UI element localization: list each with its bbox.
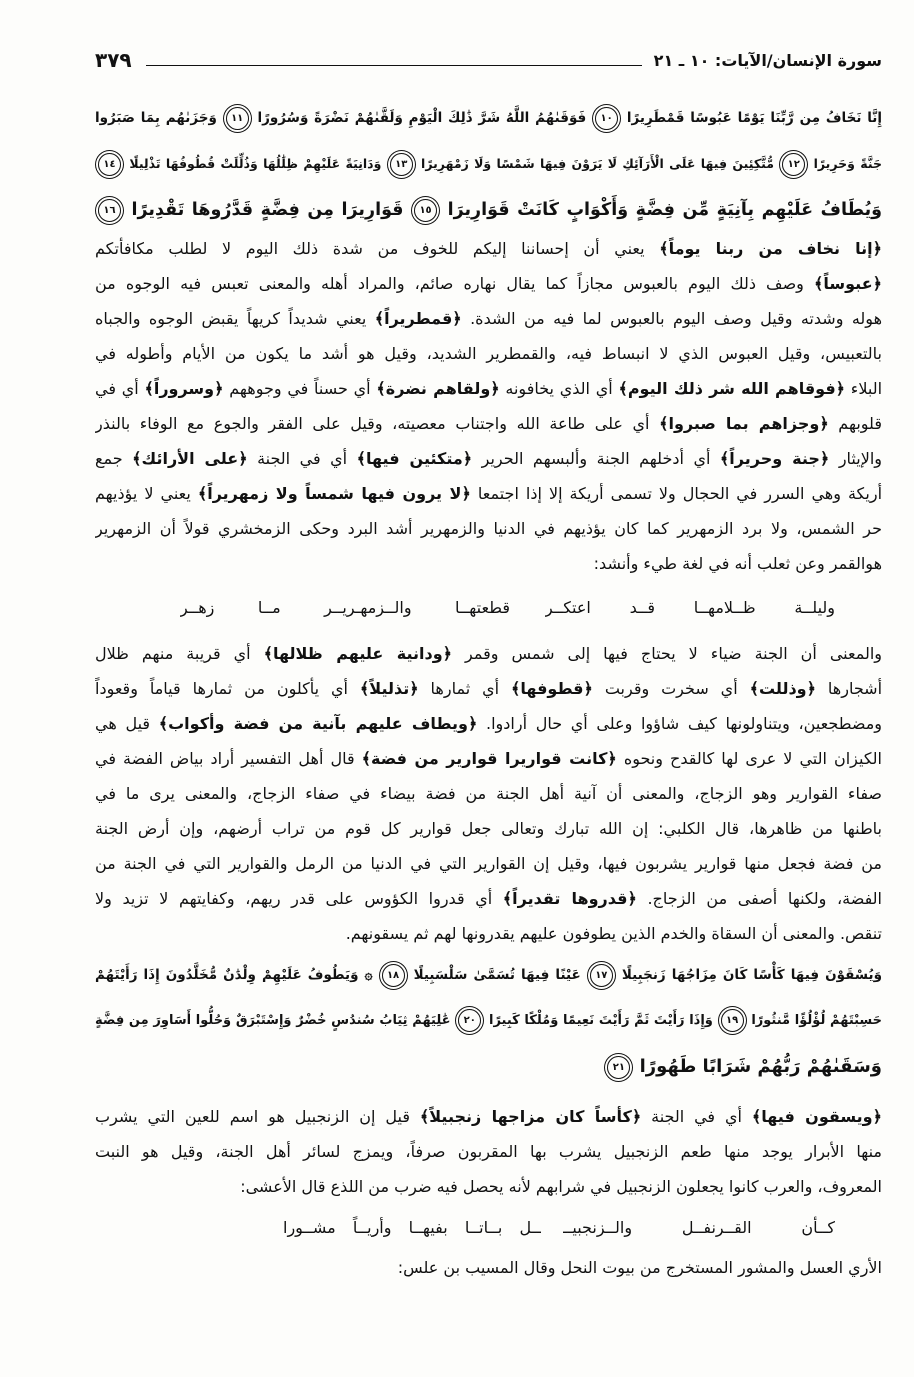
quoted-verse-phrase: ﴿متكئين فيها﴾ [356,449,473,468]
quoted-verse-phrase: ﴿وذللت﴾ [749,679,816,698]
text-line: البلاء ﴿فوقاهم الله شر ذلك اليوم﴾ أي الذي يخافونه ﴿ولقاهم نضرة﴾ أي حسناً في وجوههم ﴿وسروراً﴾ أي في [95,379,882,398]
quoted-verse-phrase: ﴿كانت قواريرا قوارير من فضة﴾ [361,749,617,768]
page-number: ٣٧٩ [95,48,132,72]
verse-text: وَسَقَىٰهُمْ رَبُّهُمْ شَرَابًا طَهُورًا [639,1056,882,1077]
quoted-verse-phrase: ﴿جنة وحريراً﴾ [719,449,830,468]
quoted-verse-phrase: ﴿إنا نخاف من ربنا يوماً﴾ [659,239,882,258]
text-line: أشجارها ﴿وذللت﴾ أي سخرت وقربت ﴿قطوفها﴾ أي ثمارها ﴿تذليلاً﴾ أي يأكلون من ثمارها قياماً وقعوداً [95,679,882,698]
text-line: باطنها من ظاهرها، قال الكلبي: إن الله تبارك وتعالى جعل قوارير كل قوم من تراب أرضهم، وإن أرض الجنة [95,819,882,838]
verse-text: جَنَّةً وَحَرِيرًا [813,156,882,171]
verse-line [95,1044,882,1090]
quoted-verse-phrase: ﴿وسروراً﴾ [144,379,224,398]
text-line: ﴿ويسقون فيها﴾ أي في الجنة ﴿كأساً كان مزاجها زنجبيلاً﴾ قيل إن الزنجبيل هو اسم للعين التي يشرب [95,1107,882,1126]
text-line: من فضة فجعل منها قوارير يشربون فيها، وقيل إن القوارير التي في الدنيا من الرمل والقوارير التي في الجنة من [95,854,882,873]
verse-number-marker: ١٤ [98,153,121,176]
text-line: ﴿عبوساً﴾ وصف ذلك اليوم بالعبوس مجازاً كما يقال نهاره صائم، والمراد أهله والمعنى تعبس فيه الوجوه من [95,274,882,293]
poem-2-first-hemistich: كــأن القــرنفــل والــزنجبيــ [563,1218,835,1237]
commentary-paragraph-3 [95,1099,882,1204]
verse-number-marker: ١٦ [98,199,121,222]
verse-text: قَوَارِيرَا مِن فِضَّةٍ قَدَّرُوهَا تَقْدِيرًا [131,200,404,220]
text-line: أريكة وهي السرر في الحجال ولا تسمى أريكة إلا إذا اجتمعا ﴿لا يرون فيها شمساً ولا زمهريراً﴾ يعني لا يؤذيهم [95,484,882,503]
verse-number-marker: ١٧ [590,964,613,987]
poem-1-second-hemistich: قطعتهــا والــزمهـريــر مــا زهــر [180,598,510,617]
verse-number-marker: ١٠ [595,107,618,130]
verse-line [95,95,882,141]
quoted-verse-phrase: ﴿فوقاهم الله شر ذلك اليوم﴾ [618,379,846,398]
verse-text: فَوَقَىٰهُمُ اللَّهُ شَرَّ ذَٰلِكَ الْيَوْمِ وَلَقَّىٰهُمْ نَضْرَةً وَسُرُورًا [257,110,587,126]
header-rule [146,65,642,66]
verse-line [95,187,882,233]
text-line: قلوبهم ﴿وجزاهم بما صبروا﴾ أي على طاعة الله واجتناب معصيته، وقيل على الفقر والجوع مع الوفاء بالنذر [95,414,882,433]
text-line: والإيثار ﴿جنة وحريراً﴾ أي أدخلهم الجنة وألبسهم الحرير ﴿متكئين فيها﴾ أي في الجنة ﴿على الأرائك﴾ جمع [95,449,882,468]
quran-verses-block-2 [95,952,882,1090]
verse-text: وَدَانِيَةً عَلَيْهِمْ ظِلَٰلُهَا وَذُلِّلَتْ قُطُوفُهَا تَذْلِيلًا [129,156,382,171]
commentary-paragraph-2 [95,636,882,951]
text-line: صفاء القوارير وهو الزجاج، والمعنى أن آنية أهل الجنة من فضة بيضاء في صفاء الزجاج، والمعنى يرى ما في [95,784,882,803]
text-line: ﴿إنا نخاف من ربنا يوماً﴾ يعني أن إحساننا إليكم للخوف من شدة ذلك اليوم لا لطلب مكافأتكم [95,239,882,258]
text-line: حر الشمس، ولا برد الزمهرير كما كان يؤذيهم في الدنيا والزمهرير أشد البرد وحكى الزمخشري قولاً أن الزمهرير [95,519,882,538]
commentary-paragraph-1 [95,231,882,581]
quoted-verse-phrase: ﴿قطوفها﴾ [511,679,593,698]
verse-text: مُّتَّكِئِينَ فِيهَا عَلَى الْأَرَآئِكِ لَا يَرَوْنَ فِيهَا شَمْسًا وَلَا زَمْهَرِيرًا [421,156,774,171]
quoted-verse-phrase: ﴿عبوساً﴾ [814,274,882,293]
quoted-verse-phrase: ﴿قدروها تقديراً﴾ [502,889,637,908]
text-line: هوالقمر وعن ثعلب أنه في لغة طيء وأنشد: [593,554,882,573]
text-line: تنقص. والمعنى أن السقاة والخدم الذين يطوفون عليهم يقدرونها لهم ثم يسقونهم. [345,924,882,943]
page-header [95,44,882,76]
verse-number-marker: ٢١ [607,1056,630,1079]
verse-text: ۞ وَيَطُوفُ عَلَيْهِمْ وِلْدَٰنٌ مُّخَلَّدُونَ إِذَا رَأَيْتَهُمْ [95,967,373,983]
verse-number-marker: ١٩ [721,1009,744,1032]
quran-verses-block-1 [95,95,882,233]
poem-1-first-hemistich: وليلــة ظــلامهــا قــد اعتكــر [545,598,835,617]
text-line: هوله وشدته وقيل وصف اليوم بالعبوس لما فيه من الشدة. ﴿قمطريراً﴾ يعني شديداً كريهاً يقبض الوجوه والجباه [95,309,882,328]
quoted-verse-phrase: ﴿ويسقون فيها﴾ [751,1107,882,1126]
quoted-verse-phrase: ﴿وجزاهم بما صبروا﴾ [659,414,829,433]
quoted-verse-phrase: ﴿على الأرائك﴾ [132,449,248,468]
surah-verses-title: سورة الإنسان/الآيات: ١٠ ـ ٢١ [653,50,882,70]
text-line: الفضة، ولكنها أصفى من الزجاج. ﴿قدروها تقديراً﴾ أي قدروا الكؤوس على قدر ريهم، وكفايتهم لا تزيد ولا [95,889,882,908]
commentary-paragraph-4 [95,1250,882,1285]
text-line: الكيزان التي لا عرى لها كالقدح ونحوه ﴿كانت قواريرا قوارير من فضة﴾ قال أهل التفسير أراد بياض الفضة في [95,749,882,768]
text-line: الأري العسل والمشور المستخرج من بيوت النحل وقال المسيب بن علس: [397,1258,882,1277]
verse-text: حَسِبْتَهُمْ لُؤْلُؤًا مَّنثُورًا [751,1013,882,1028]
quoted-verse-phrase: ﴿ولقاهم نضرة﴾ [376,379,500,398]
verse-number-marker: ١٥ [414,199,437,222]
verse-text: وَيُطَافُ عَلَيْهِم بِآنِيَةٍ مِّن فِضَّةٍ وَأَكْوَابٍ كَانَتْ قَوَارِيرَا [447,200,882,220]
poem-2-second-hemistich: ــل بــاتــا بفيهــا وأريــاً مشــورا [283,1218,541,1237]
text-line: المعروف، والعرب كانوا يجعلون الزنجبيل في شرابهم لأنه يحصل فيه ضرب من اللذع قال الأعشى: [240,1177,882,1196]
verse-text: وَيُسْقَوْنَ فِيهَا كَأْسًا كَانَ مِزَاجُهَا زَنجَبِيلًا [621,967,882,983]
quoted-verse-phrase: ﴿كأساً كان مزاجها زنجبيلاً﴾ [419,1107,642,1126]
quoted-verse-phrase: ﴿تذليلاً﴾ [359,679,419,698]
verse-text: عَٰلِيَهُمْ ثِيَابُ سُندُسٍ خُضْرٌ وَإِسْتَبْرَقٌ وَحُلُّوا أَسَاوِرَ مِن فِضَّةٍ [95,1013,451,1028]
verse-text: وَجَزَىٰهُم بِمَا صَبَرُوا [95,110,217,126]
text-line: منها الأبرار يوجد منها طعم الزنجبيل يشرب بها المقربون صرفاً، ويمزج لسائر أهل الجنة، وقيل هو النبت [95,1142,882,1161]
quoted-verse-phrase: ﴿ودانية عليهم ظلالها﴾ [263,644,453,663]
text-line: بالتعبيس، وقيل العبوس الذي لا انبساط فيه، والقمطرير الشديد، وقيل هو أشد ما يكون من الأيام وأطوله في [95,344,882,363]
quoted-verse-phrase: ﴿ويطاف عليهم بآنية من فضة وأكواب﴾ [158,714,478,733]
verse-line [95,141,882,187]
verse-text: عَيْنًا فِيهَا تُسَمَّىٰ سَلْسَبِيلًا [413,967,581,983]
verse-number-marker: ٢٠ [458,1009,481,1032]
verse-number-marker: ١١ [226,107,249,130]
quoted-verse-phrase: ﴿قمطريراً﴾ [374,309,462,328]
verse-text: إِنَّا نَخَافُ مِن رَّبِّنَا يَوْمًا عَبُوسًا قَمْطَرِيرًا [626,110,882,126]
verse-number-marker: ١٨ [382,964,405,987]
verse-number-marker: ١٢ [782,153,805,176]
verse-number-marker: ١٣ [390,153,413,176]
verse-line [95,952,882,998]
verse-line [95,998,882,1044]
text-line: ومضطجعين، ويتناولونها كيف شاؤوا وعلى أي حال أرادوا. ﴿ويطاف عليهم بآنية من فضة وأكواب﴾ قيل هي [95,714,882,733]
quoted-verse-phrase: ﴿لا يرون فيها شمساً ولا زمهريراً﴾ [197,484,471,503]
verse-text: وَإِذَا رَأَيْتَ ثَمَّ رَأَيْتَ نَعِيمًا وَمُلْكًا كَبِيرًا [489,1013,713,1028]
text-line: والمعنى أن الجنة ضياء لا يحتاج فيها إلى شمس وقمر ﴿ودانية عليهم ظلالها﴾ أي قريبة منهم ظلال [95,644,882,663]
